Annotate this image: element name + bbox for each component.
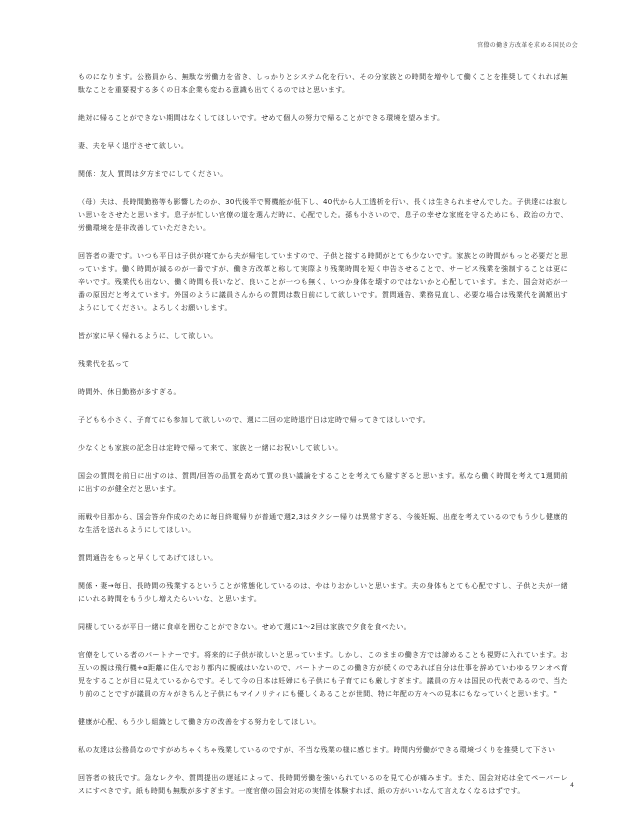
paragraph: 妻、夫を早く退庁させて欲しい。 bbox=[78, 142, 189, 150]
paragraph: 健康が心配、もう少し組織として働き方の改善をする努力をしてほしい。 bbox=[78, 718, 321, 726]
paragraph: 皆が家に早く帰れるように、して欲しい。 bbox=[78, 332, 218, 340]
paragraph: 回答者の妻です。いつも平日は子供が寝てから夫が帰宅していますので、子供と接する時間がとても少ないです。家族との時間がもっと必要だと思っています。働く時間が減るのが一番ですが、働き方改革と称して実際より残業時間を短く申告させることで、サービス残業を強制することは更に辛いです。残業代も出ない、働く時間も長いなど、良いことが一つも無く、いつか身体を壊すのではないかと心配しています。また、国会対応が一番の原因だと考えています。外国のように議員さんからの質問は数日前にして欲しいです。質問通告、業務見直し、必要な場合は残業代を満額出すようにしてください。よろしくお願いします。 bbox=[78, 252, 568, 312]
document-header: 官僚の働き方改革を求める国民の会 bbox=[477, 42, 578, 49]
paragraph: 絶対に帰ることができない期間はなくしてほしいです。せめて個人の努力で帰ることができる環境を望みます。 bbox=[78, 114, 445, 122]
page-number: 4 bbox=[570, 782, 574, 789]
paragraph: 時間外、休日勤務が多すぎる。 bbox=[78, 388, 181, 396]
paragraph: 残業代を払って bbox=[78, 360, 130, 368]
paragraph: （母）夫は、長時間勤務等も影響したのか、30代後半で腎機能が低下し、40代から人工透析を行い、長くは生きられませんでした。子供達には寂しい思いをさせたと思います。息子が忙しい官僚の道を選んだ時に、心配でした。孫も小さいので、息子の幸せな家庭を守るためにも、政治の力で、労働環境を是非改善していただきたい。 bbox=[78, 198, 568, 232]
paragraph: 雨戦や目那から、国会答弁作成のために毎日終電帰りが普通で週2,3はタクシー帰りは異常すぎる、今後妊娠、出産を考えているのでもう少し健康的な生活を送れるようにしてほしい。 bbox=[78, 513, 568, 534]
paragraph: 同棲しているが平日一緒に食卓を囲むことができない。せめて週に1〜2回は家族で夕食を食べたい。 bbox=[78, 623, 412, 631]
paragraph: 関係：友人 質問は夕方までにしてください。 bbox=[78, 170, 228, 178]
paragraph: 官僚をしている者のパートナーです。将来的に子供が欲しいと思っています。しかし、このままの働き方では諦めることも視野に入れています。お互いの親は飛行機+α距離に住んでおり都内に親戚はいないので、パートナーのこの働き方が続くのであれば自分は仕事を辞めていわゆるワンオペ育児をすることが目に見えているからです。そして今の日本は妊婦にも子供にも子育てにも厳しすぎます。議員の方々は国民の代表であるので、当たり前のことですが議員の方々がきちんと子供にもマイノリティにも優しくあることが世間、特に年配の方々への見本にもなっていくと思います。" bbox=[78, 651, 568, 698]
paragraph: 回答者の彼氏です。急なレクや、質問提出の遅延によって、長時間労働を強いられているのを見て心が痛みます。また、国会対応は全てペーパーレスにすべきです。紙も時間も無駄が多すぎます。一度官僚の国会対応の実情を体験すれば、紙の方がいいなんて言えなくなるはずです。 bbox=[78, 774, 568, 795]
paragraph: 質問通告をもっと早くしてあげてほしい。 bbox=[78, 554, 218, 562]
paragraph: ものになります。公務員から、無駄な労働力を省き、しっかりとシステム化を行い、その分家族との時間を増やして働くことを推奨してくれれば無駄なことを重要視する多くの日本企業も変わる意識も出てくるのではと思います。 bbox=[78, 73, 568, 94]
paragraph: 私の友達は公務員なのですがめちゃくちゃ残業しているのですが、不当な残業の様に感じます。時間内労働ができる環境づくりを推奨して下さい bbox=[78, 746, 556, 754]
document-body bbox=[78, 71, 568, 813]
paragraph: 関係・妻→毎日、長時間の残業するということが常態化しているのは、やはりおかしいと思います。夫の身体もとても心配ですし、子供と夫が一緒にいれる時間をもう少し増えたらいいな、と思います。 bbox=[78, 582, 568, 603]
paragraph: 子どもも小さく、子育てにも参加して欲しいので、週に二回の定時退庁日は定時で帰ってきてほしいです。 bbox=[78, 416, 430, 424]
paragraph: 少なくとも家族の記念日は定時で帰って来て、家族と一緒にお祝いして欲しい。 bbox=[78, 444, 343, 452]
paragraph: 国会の質問を前日に出すのは、質問/回答の品質を高めて質の良い議論をすることを考えても避すぎると思います。私なら働く時間を考えて1週間前に出すのが健全だと思います。 bbox=[78, 472, 568, 493]
